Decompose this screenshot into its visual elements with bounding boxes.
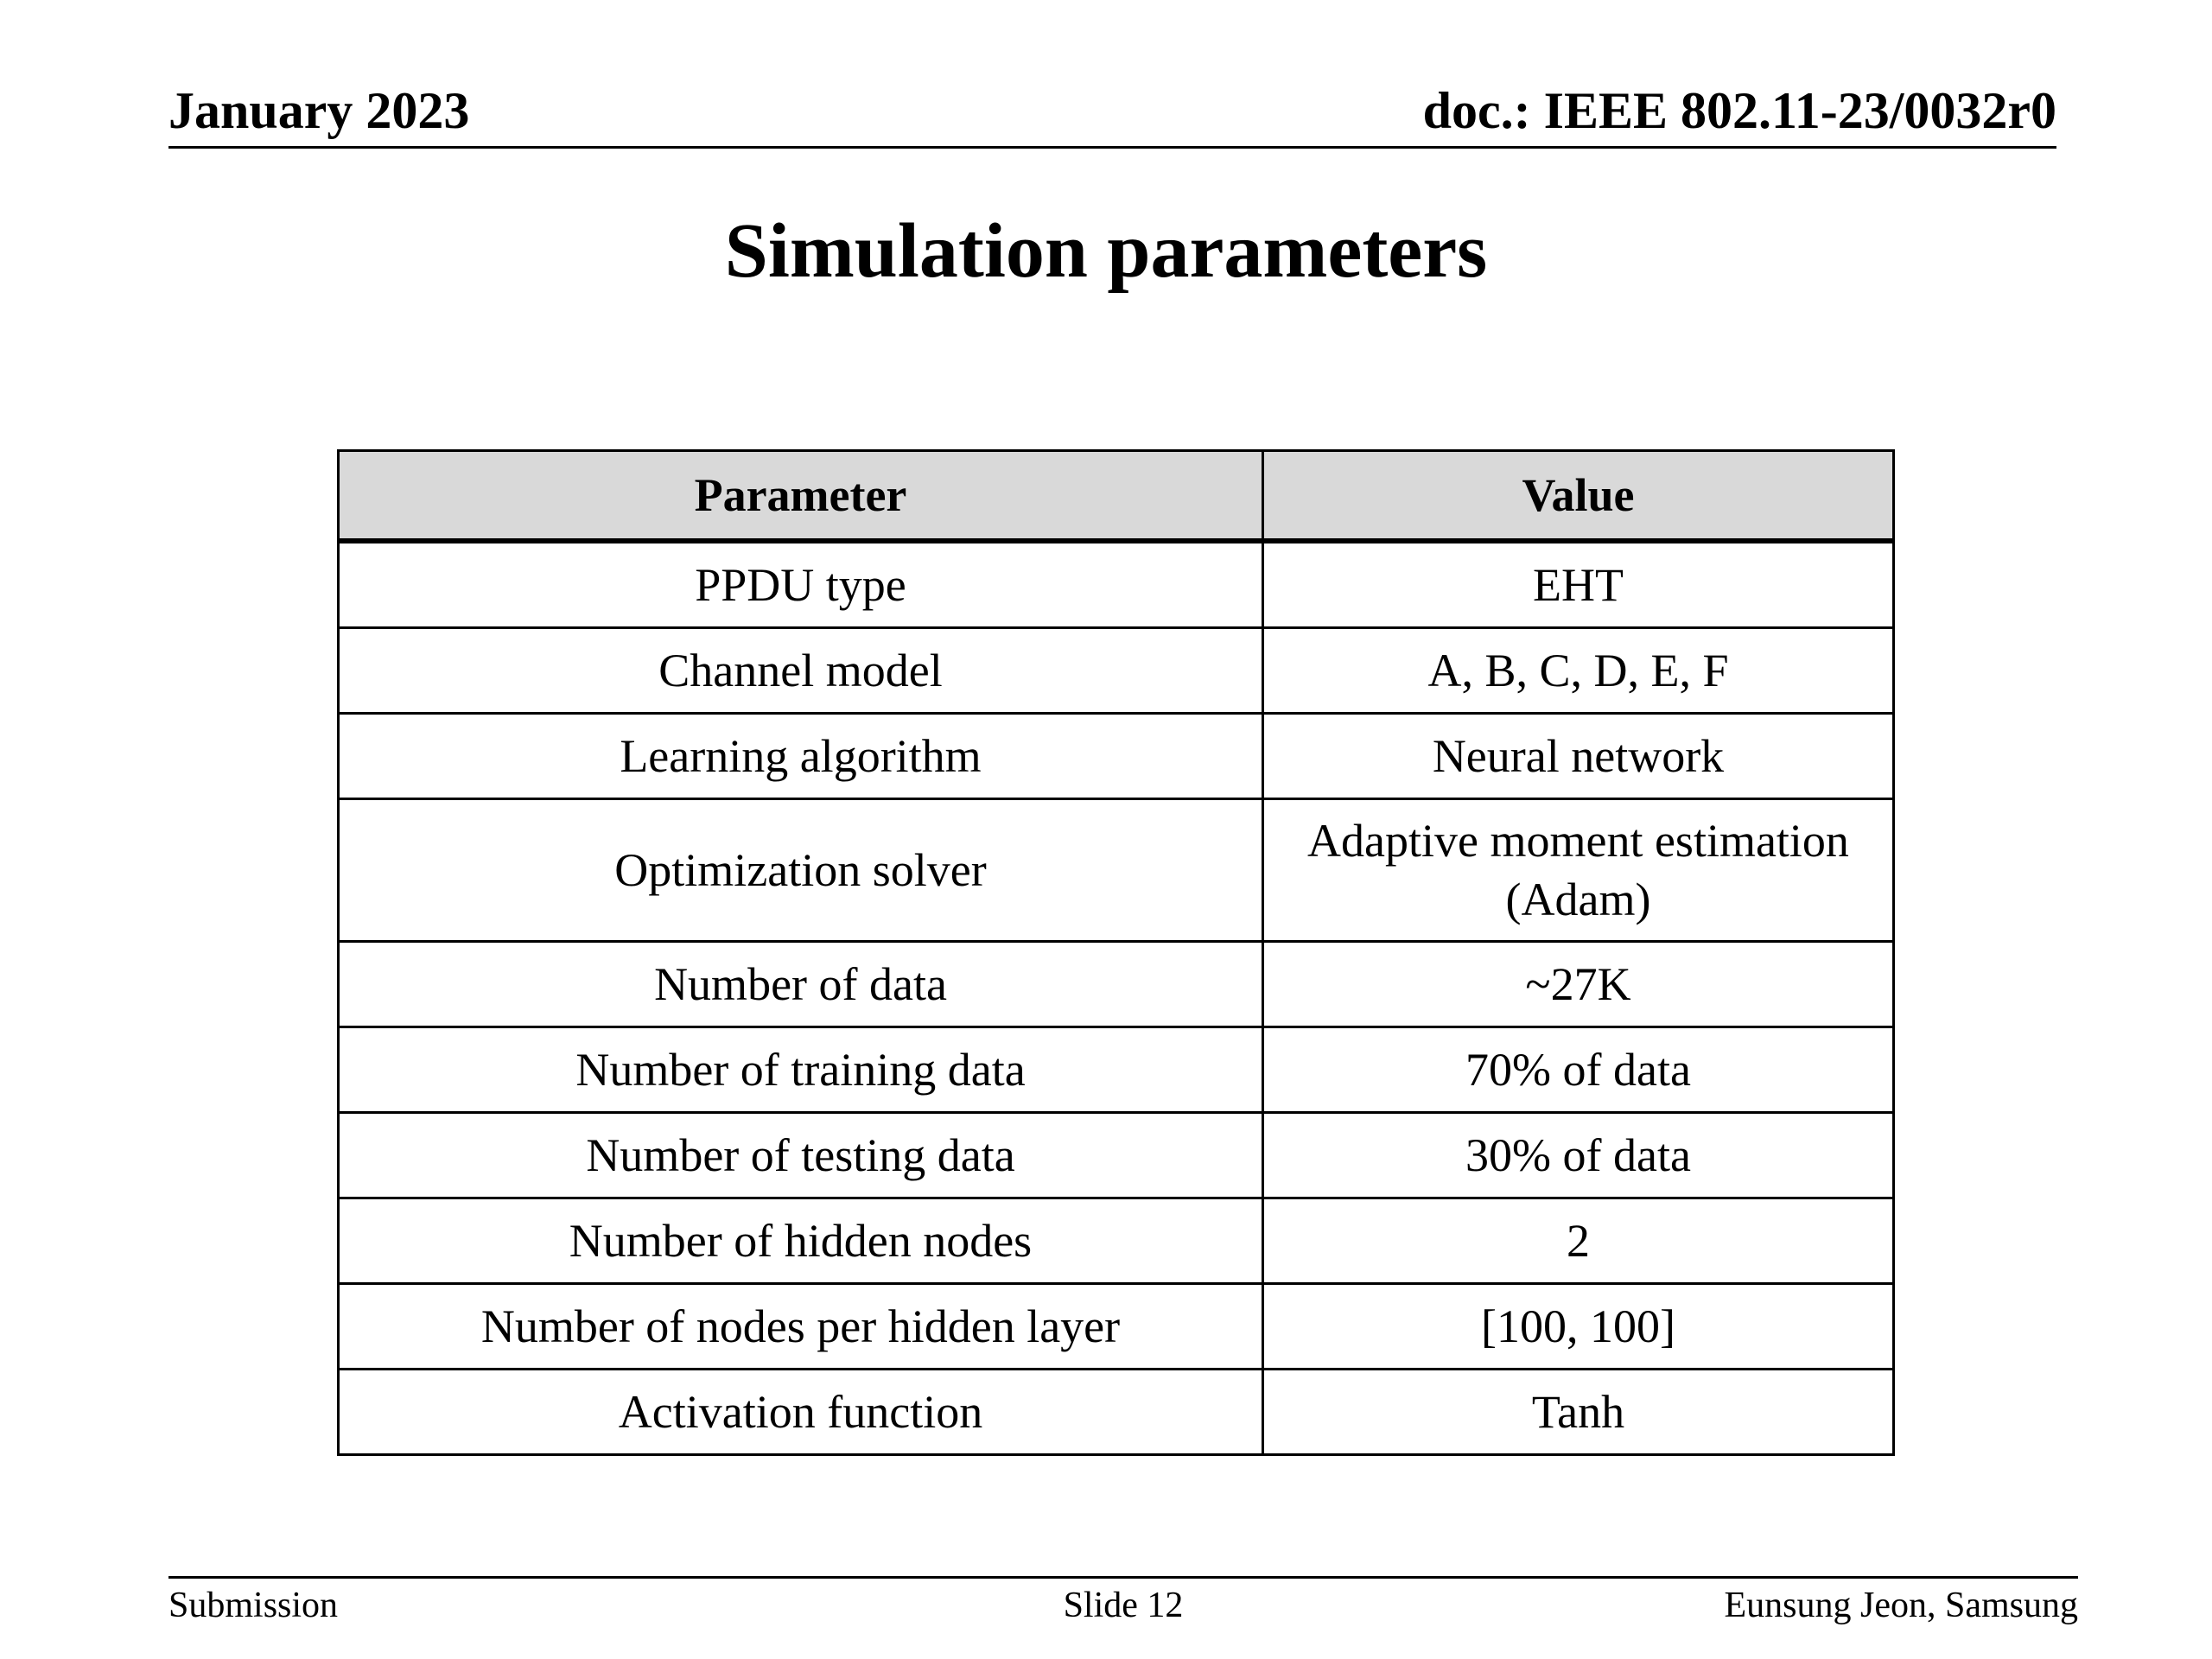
table-header-row xyxy=(339,451,1894,542)
value-line: (Adam) xyxy=(1505,874,1651,925)
footer-slide-number: Slide 12 xyxy=(1063,1586,1184,1625)
table-row xyxy=(339,1284,1894,1370)
value-cell: 30% of data xyxy=(1263,1113,1894,1198)
footer-author: Eunsung Jeon, Samsung xyxy=(1724,1586,2078,1625)
parameter-cell: Number of training data xyxy=(339,1027,1263,1113)
parameter-cell: Optimization solver xyxy=(339,799,1263,942)
slide-title: Simulation parameters xyxy=(724,208,1488,294)
value-cell: 2 xyxy=(1263,1198,1894,1284)
value-cell xyxy=(1263,799,1894,942)
footer-divider xyxy=(168,1576,2078,1579)
value-cell: A, B, C, D, E, F xyxy=(1263,628,1894,714)
parameter-cell: Number of hidden nodes xyxy=(339,1198,1263,1284)
parameter-cell: Activation function xyxy=(339,1370,1263,1455)
parameter-cell: Number of data xyxy=(339,942,1263,1027)
table-row xyxy=(339,1370,1894,1455)
parameter-cell: Learning algorithm xyxy=(339,714,1263,799)
value-cell: [100, 100] xyxy=(1263,1284,1894,1370)
parameters-table xyxy=(337,449,1895,1456)
column-header-value: Value xyxy=(1263,451,1894,542)
table-row xyxy=(339,1027,1894,1113)
table-row xyxy=(339,541,1894,628)
parameter-cell: Number of testing data xyxy=(339,1113,1263,1198)
value-cell: Tanh xyxy=(1263,1370,1894,1455)
value-cell: Neural network xyxy=(1263,714,1894,799)
header-doc-id: doc.: IEEE 802.11-23/0032r0 xyxy=(1422,82,2056,139)
table-row xyxy=(339,628,1894,714)
value-cell: EHT xyxy=(1263,541,1894,628)
footer-submission: Submission xyxy=(168,1586,339,1625)
value-line: Adaptive moment estimation xyxy=(1307,815,1849,867)
table-row xyxy=(339,714,1894,799)
column-header-parameter: Parameter xyxy=(339,451,1263,542)
table-row xyxy=(339,1113,1894,1198)
header-date: January 2023 xyxy=(168,82,470,139)
value-cell: ~27K xyxy=(1263,942,1894,1027)
parameter-cell: PPDU type xyxy=(339,541,1263,628)
table-row xyxy=(339,1198,1894,1284)
header-divider xyxy=(168,146,2056,149)
parameter-cell: Channel model xyxy=(339,628,1263,714)
table-row xyxy=(339,799,1894,942)
parameter-cell: Number of nodes per hidden layer xyxy=(339,1284,1263,1370)
table-row xyxy=(339,942,1894,1027)
value-cell: 70% of data xyxy=(1263,1027,1894,1113)
